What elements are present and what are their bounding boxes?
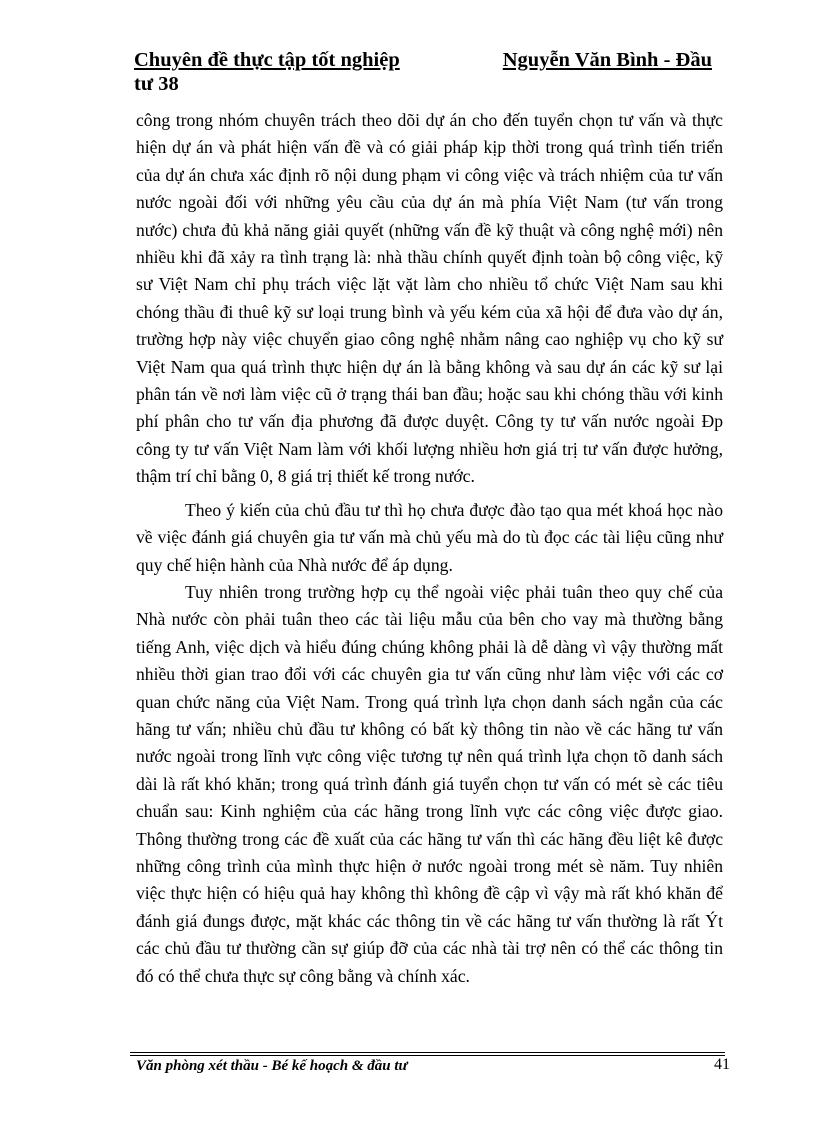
page-number: 41 <box>714 1056 730 1073</box>
header-author: Nguyễn Văn Bình - Đầu <box>502 49 712 71</box>
page-header <box>134 48 724 96</box>
footer-organization: Văn phòng xét thầu - Bé kế hoạch & đầu tư <box>136 1058 408 1074</box>
footer-rule <box>130 1052 725 1053</box>
header-continuation: tư 38 <box>134 73 179 95</box>
footer-rule <box>130 1055 725 1056</box>
paragraph: Theo ý kiến của chủ đầu tư thì họ chưa được đào tạo qua mét khoá học nào về việc đánh giá chuyên gia tư vấn mà chủ yếu mà do tù đọc các tài liệu cũng như quy chế hiện hành của Nhà nước để áp dụng. <box>136 499 723 575</box>
body-text <box>136 107 723 990</box>
paragraph: công trong nhóm chuyên trách theo dõi dự án cho đến tuyển chọn tư vấn và thực hiện dự án và phát hiện vấn đề và có giải pháp kịp thời trong quá trình tiến triển của dự án chưa xác định rõ nội dung phạm vi công việc và trách nhiệm của tư vấn nước ngoài đối với những yêu cầu của dự án mà phía Việt Nam (tư vấn trong nước) chưa đủ khả năng giải quyết (những vấn đề kỹ thuật và công nghệ mới) nên nhiều khi đã xảy ra tình trạng là: nhà thầu chính quyết định toàn bộ công việc, kỹ sư Việt Nam chỉ phụ trách việc lặt vặt làm cho nhiều tổ chức Việt Nam sau khi chóng thầu đi thuê kỹ sư loại trung bình và yếu kém của xã hội để đưa vào dự án, trường hợp này việc chuyển giao công nghệ nhằm nâng cao nghiệp vụ cho kỹ sư Việt Nam qua quá trình thực hiện dự án là bằng không và sau dự án các kỹ sư lại phân tán về nơi làm việc cũ ở trạng thái ban đầu; hoặc sau khi chóng thầu với kinh phí phân cho tư vấn địa phương đã được duyệt. Công ty tư vấn nước ngoài Đp công ty tư vấn Việt Nam làm với khối lượng nhiều hơn giá trị tư vấn được hưởng, thậm trí chỉ bằng 0, 8 giá trị thiết kế trong nước. <box>136 110 723 487</box>
header-line <box>134 48 724 72</box>
header-title: Chuyên đề thực tập tốt nghiệp <box>134 49 400 71</box>
paragraph: Tuy nhiên trong trường hợp cụ thể ngoài việc phải tuân theo quy chế của Nhà nước còn phải tuân theo các tài liệu mẫu của bên cho vay mà thường bằng tiếng Anh, việc dịch và hiểu đúng chúng không phải là dễ dàng vì vậy thường mất nhiều thời gian trao đổi với các chuyên gia tư vấn cũng như làm việc với các cơ quan chức năng của Việt Nam. Trong quá trình lựa chọn danh sách ngắn của các hãng tư vấn; nhiều chủ đầu tư không có bất kỳ thông tin nào về các hãng tư vấn nước ngoài trong lĩnh vực công việc tương tự nên quá trình lựa chọn tõ danh sách dài là rất khó khăn; trong quá trình đánh giá tuyển chọn tư vấn có mét sè các tiêu chuẩn sau: Kinh nghiệm của các hãng trong lĩnh vực các công việc được giao. Thông thường trong các đề xuất của các hãng tư vấn thì các hãng đều liệt kê được những công trình của mình thực hiện ở nước ngoài trong mét sè năm. Tuy nhiên việc thực hiện có hiệu quả hay không thì không đề cập vì vậy mà rất khó khăn để đánh giá đungs được, mặt khác các thông tin về các hãng tư vấn thường là rất Ýt các chủ đầu tư thường cần sự giúp đỡ của các nhà tài trợ nên có thể các thông tin đó có thể chưa thực sự công bằng và chính xác. <box>136 581 723 986</box>
